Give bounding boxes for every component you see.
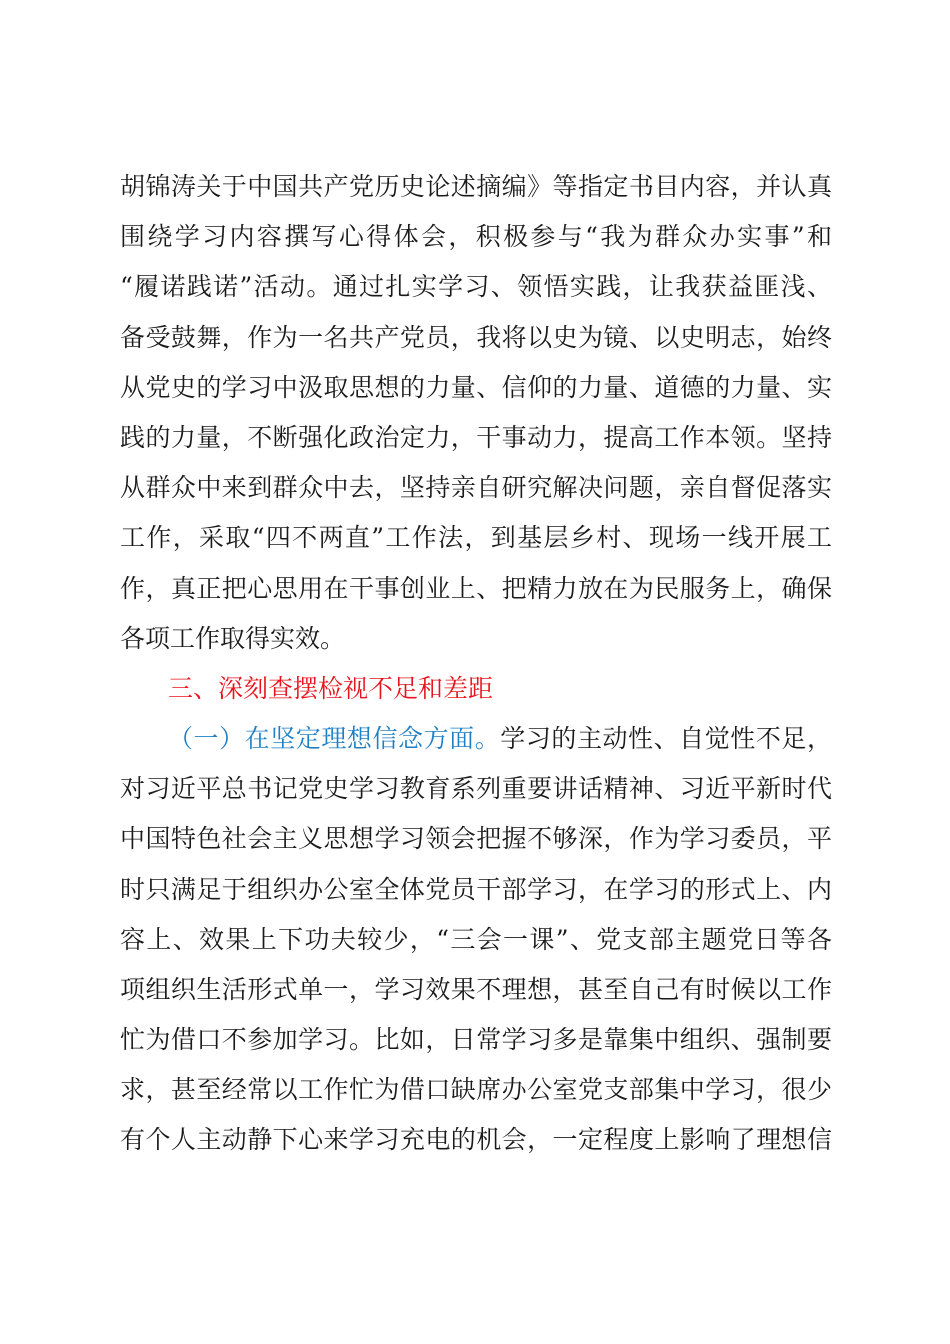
paragraph-line: 时只满足于组织办公室全体党员干部学习，在学习的形式上、内 bbox=[120, 875, 832, 904]
paragraph-line: 项组织生活形式单一，学习效果不理想，甚至自己有时候以工作 bbox=[120, 975, 832, 1004]
subsection-first-line bbox=[168, 724, 832, 754]
paragraph-line: 容上、效果上下功夫较少，“三会一课”、党支部主题党日等各 bbox=[120, 925, 832, 954]
paragraph-line: 备受鼓舞，作为一名共产党员，我将以史为镜、以史明志，始终 bbox=[120, 323, 832, 352]
paragraph-line: 胡锦涛关于中国共产党历史论述摘编》等指定书目内容，并认真 bbox=[120, 172, 832, 201]
paragraph-line: 中国特色社会主义思想学习领会把握不够深，作为学习委员，平 bbox=[120, 824, 832, 853]
paragraph-line: 围绕学习内容撰写心得体会，积极参与“我为群众办实事”和 bbox=[120, 222, 832, 251]
paragraph-line: 求，甚至经常以工作忙为借口缺席办公室党支部集中学习，很少 bbox=[120, 1075, 832, 1104]
subsection-first-line-text: 学习的主动性、自觉性不足， bbox=[500, 724, 832, 753]
paragraph-line: 从群众中来到群众中去，坚持亲自研究解决问题，亲自督促落实 bbox=[120, 473, 832, 502]
subsection-label: （一）在坚定理想信念方面。 bbox=[168, 724, 501, 753]
paragraph-line: 工作，采取“四不两直”工作法，到基层乡村、现场一线开展工 bbox=[120, 523, 832, 552]
section-heading: 三、深刻查摆检视不足和差距 bbox=[168, 674, 494, 703]
paragraph-line: 各项工作取得实效。 bbox=[120, 624, 346, 653]
paragraph-line: 践的力量，不断强化政治定力，干事动力，提高工作本领。坚持 bbox=[120, 423, 832, 452]
paragraph-line: 忙为借口不参加学习。比如，日常学习多是靠集中组织、强制要 bbox=[120, 1025, 832, 1054]
paragraph-line: 对习近平总书记党史学习教育系列重要讲话精神、习近平新时代 bbox=[120, 774, 832, 803]
paragraph-line: 从党史的学习中汲取思想的力量、信仰的力量、道德的力量、实 bbox=[120, 373, 832, 402]
paragraph-line: 作，真正把心思用在干事创业上、把精力放在为民服务上，确保 bbox=[120, 574, 832, 603]
paragraph-line: “履诺践诺”活动。通过扎实学习、领悟实践，让我获益匪浅、 bbox=[120, 272, 832, 301]
paragraph-line: 有个人主动静下心来学习充电的机会，一定程度上影响了理想信 bbox=[120, 1125, 832, 1154]
